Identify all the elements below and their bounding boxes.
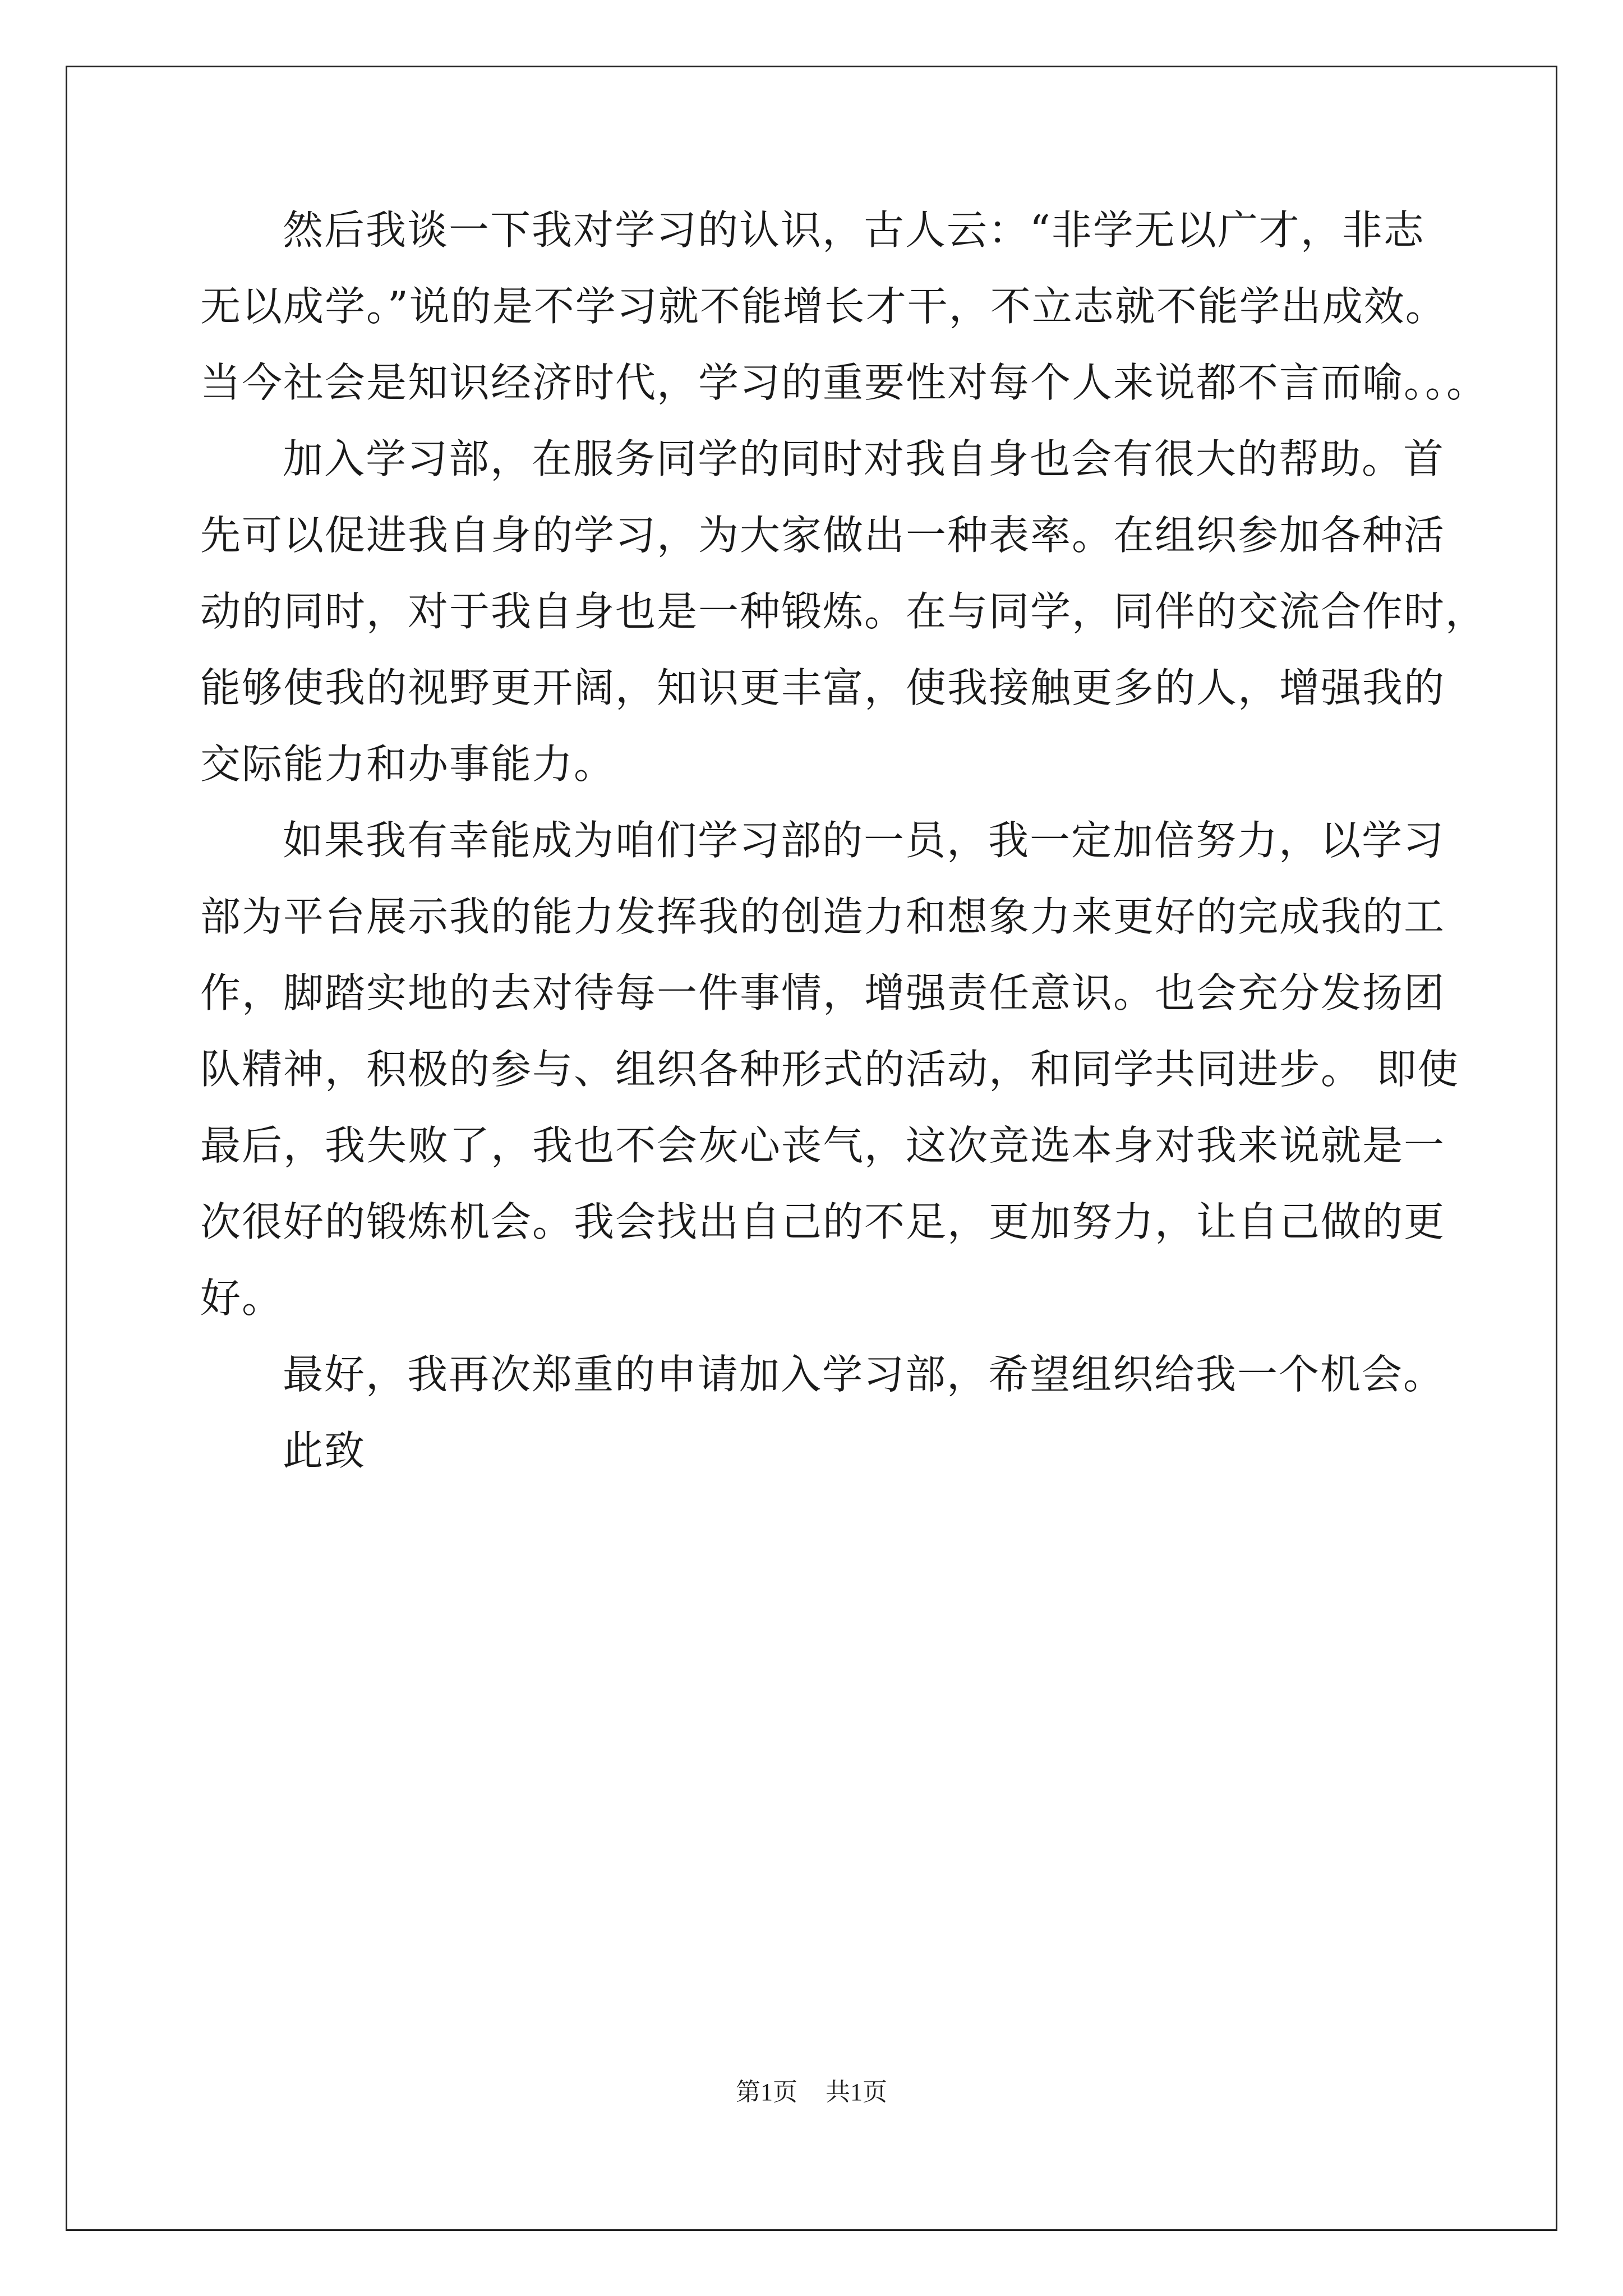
paragraph-3-line-1: 如果我有幸能成为咱们学习部的一员，我一定加倍努力，以学习 [283, 817, 1445, 864]
paragraph-3-line-5: 最后，我失败了，我也不会灰心丧气，这次竞选本身对我来说就是一 [200, 1122, 1446, 1169]
page-footer [0, 2076, 1623, 2109]
page-number-total: 共1页 [826, 2078, 887, 2106]
paragraph-1-line-2: 无以成学。”说的是不学习就不能增长才干，不立志就不能学出成效。 [200, 283, 1447, 330]
paragraph-2-line-1: 加入学习部，在服务同学的同时对我自身也会有很大的帮助。首 [283, 435, 1445, 482]
paragraph-3-line-2: 部为平台展示我的能力发挥我的创造力和想象力来更好的完成我的工 [200, 893, 1446, 940]
paragraph-1-line-1: 然后我谈一下我对学习的认识，古人云：“非学无以广才，非志 [283, 206, 1425, 254]
paragraph-2-line-3: 动的同时，对于我自身也是一种锻炼。在与同学，同伴的交流合作时， [200, 588, 1487, 635]
paragraph-3-line-7: 好。 [200, 1274, 284, 1322]
paragraph-3-line-3: 作，脚踏实地的去对待每一件事情，增强责任意识。也会充分发扬团 [200, 969, 1446, 1016]
paragraph-3-line-4: 队精神，积极的参与、组织各种形式的活动，和同学共同进步。 即使 [200, 1046, 1459, 1093]
paragraph-2-line-4: 能够使我的视野更开阔，知识更丰富，使我接触更多的人，增强我的 [200, 664, 1446, 711]
paragraph-2-line-2: 先可以促进我自身的学习，为大家做出一种表率。在组织参加各种活 [200, 512, 1446, 559]
paragraph-4-line-1: 最好，我再次郑重的申请加入学习部，希望组织给我一个机会。 [283, 1351, 1445, 1398]
paragraph-1-line-3: 当今社会是知识经济时代，学习的重要性对每个人来说都不言而喻。。。 [200, 359, 1488, 406]
paragraph-3-line-6: 次很好的锻炼机会。我会找出自己的不足，更加努力，让自己做的更 [200, 1198, 1446, 1245]
paragraph-2-line-5: 交际能力和办事能力。 [200, 740, 616, 788]
closing-salutation: 此致 [283, 1427, 366, 1474]
page-number-current: 第1页 [736, 2078, 797, 2106]
